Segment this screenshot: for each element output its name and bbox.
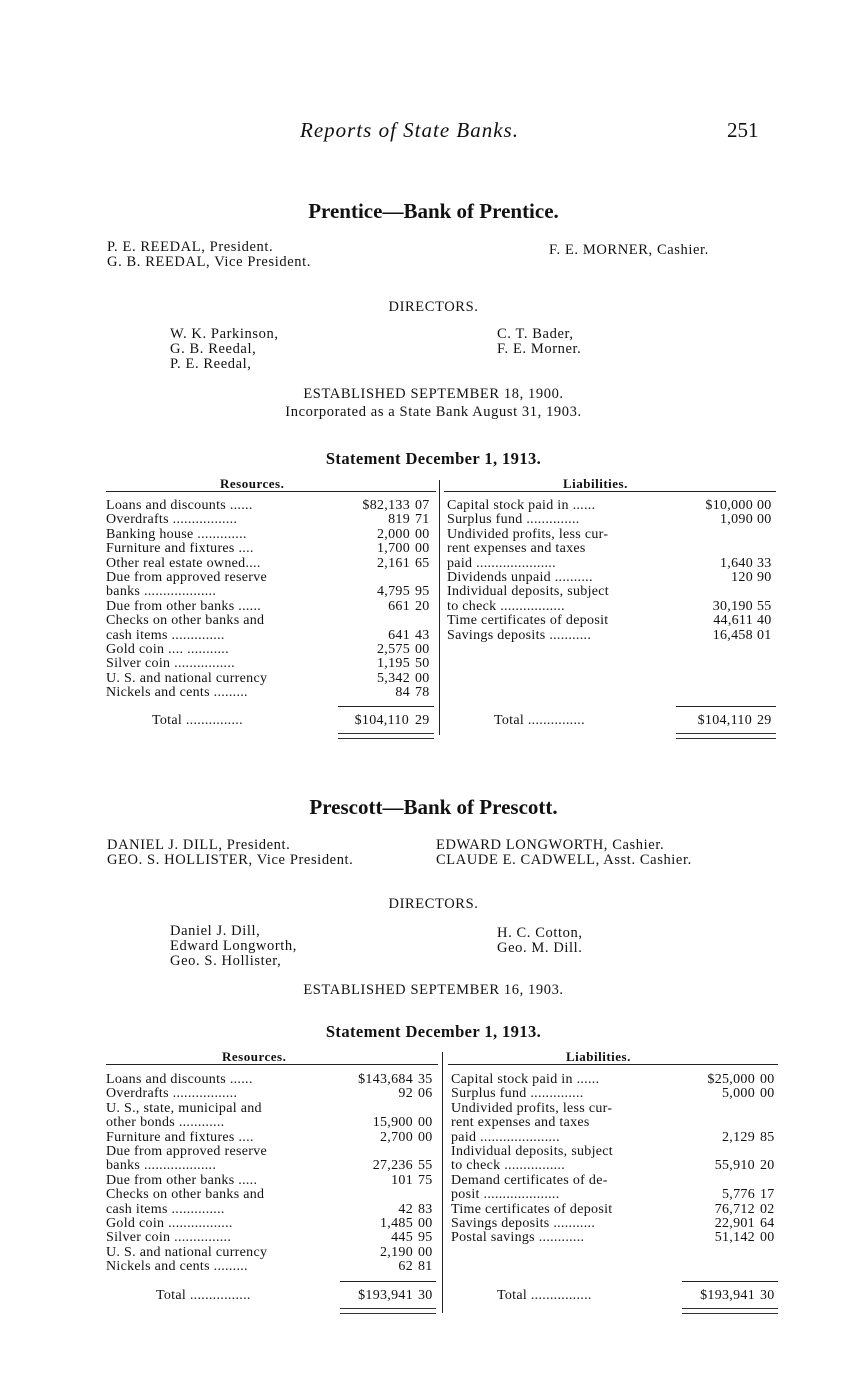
row-dollars: 2,000 [377, 526, 410, 542]
row-label: Time certificates of deposit [447, 613, 609, 629]
row-dollars: $143,684 [358, 1072, 413, 1087]
liability-row [447, 571, 777, 585]
row-label: Loans and discounts ...... [106, 498, 253, 513]
row-dollars: 101 [391, 1172, 413, 1188]
total-double-rule [682, 1308, 778, 1314]
row-label: Due from approved reserve [106, 1143, 268, 1159]
row-dollars: 4,795 [377, 584, 410, 600]
row-cents: 33 [757, 555, 772, 571]
liability-row [447, 600, 777, 614]
resource-row [106, 571, 436, 585]
row-cents: 40 [757, 613, 772, 629]
row-cents: 35 [418, 1072, 433, 1087]
row-label: Time certificates of deposit [451, 1201, 613, 1217]
row-label: U. S. and national currency [106, 1244, 268, 1260]
row-label: banks ................... [106, 1158, 217, 1174]
row-cents: 90 [757, 569, 772, 585]
resource-row [106, 1203, 438, 1217]
directors-heading: DIRECTORS. [388, 896, 479, 912]
row-dollars: 120 [731, 569, 753, 585]
row-dollars: $25,000 [707, 1072, 755, 1087]
row-cents: 00 [415, 526, 430, 542]
total-rule [682, 1281, 778, 1282]
row-dollars: 2,575 [377, 641, 410, 657]
row-cents: 07 [415, 498, 430, 513]
row-cents: 00 [415, 641, 430, 657]
row-dollars: 5,342 [377, 670, 410, 686]
row-cents: 00 [760, 1230, 775, 1246]
total-liabilities-cents: 30 [760, 1288, 775, 1303]
director: G. B. Reedal, [170, 341, 257, 357]
liability-row [447, 513, 777, 527]
officer-asst-cashier: CLAUDE E. CADWELL, Asst. Cashier. [436, 852, 692, 868]
liability-row [447, 557, 777, 571]
total-rule [676, 706, 776, 707]
row-cents: 43 [415, 627, 430, 643]
liabilities-heading: Liabilities. [563, 476, 628, 491]
row-label: Capital stock paid in ...... [447, 498, 596, 513]
row-label: Silver coin ................ [106, 656, 235, 672]
heading-rule [448, 1064, 778, 1065]
liability-row [451, 1203, 781, 1217]
row-label: Silver coin ............... [106, 1230, 232, 1246]
resource-row [106, 600, 436, 614]
row-label: paid ..................... [447, 555, 556, 571]
row-label: Gold coin ................. [106, 1215, 233, 1231]
row-cents: 00 [418, 1129, 433, 1145]
row-dollars: 445 [391, 1230, 413, 1246]
row-label: Undivided profits, less cur- [451, 1100, 613, 1116]
resource-row [106, 1145, 438, 1159]
row-dollars: 16,458 [712, 627, 753, 643]
resource-row [106, 1116, 438, 1130]
row-label: Banking house ............. [106, 526, 247, 542]
resource-row [106, 629, 436, 643]
row-label: rent expenses and taxes [451, 1115, 590, 1131]
resource-row [106, 1174, 438, 1188]
liability-row [447, 499, 777, 513]
resource-row [106, 513, 436, 527]
row-label: Individual deposits, subject [447, 584, 609, 600]
page-number: 251 [727, 118, 759, 142]
liability-row [451, 1231, 781, 1245]
row-label: banks ................... [106, 584, 217, 600]
director: Daniel J. Dill, [170, 923, 261, 939]
row-label: U. S. and national currency [106, 670, 268, 686]
row-label: paid ..................... [451, 1129, 560, 1145]
liability-row [451, 1102, 781, 1116]
row-dollars: 30,190 [712, 598, 753, 614]
row-cents: 75 [418, 1172, 433, 1188]
resource-row [106, 614, 436, 628]
total-rule [338, 706, 434, 707]
row-cents: 00 [760, 1072, 775, 1087]
director: Geo. S. Hollister, [170, 953, 282, 969]
officer-vice-president: GEO. S. HOLLISTER, Vice President. [107, 852, 354, 868]
row-label: Undivided profits, less cur- [447, 526, 609, 542]
officer-cashier: EDWARD LONGWORTH, Cashier. [436, 837, 665, 853]
resource-row [106, 585, 436, 599]
row-dollars: 2,190 [380, 1244, 413, 1260]
row-cents: 50 [415, 656, 430, 672]
row-dollars: 42 [398, 1201, 413, 1217]
resource-row [106, 1231, 438, 1245]
directors-heading: DIRECTORS. [388, 299, 479, 315]
liability-row [451, 1131, 781, 1145]
row-dollars: 1,640 [720, 555, 753, 571]
row-cents: 95 [415, 584, 430, 600]
row-dollars: 51,142 [714, 1230, 755, 1246]
row-dollars: 2,700 [380, 1129, 413, 1145]
officer-president: P. E. REEDAL, President. [107, 239, 274, 255]
row-dollars: 2,161 [377, 555, 410, 571]
row-label: Due from other banks ...... [106, 598, 262, 614]
resource-row [106, 1102, 438, 1116]
row-cents: 00 [415, 670, 430, 686]
row-label: Surplus fund .............. [451, 1086, 584, 1102]
row-cents: 64 [760, 1215, 775, 1231]
row-dollars: 84 [395, 685, 410, 701]
incorporated-date: Incorporated as a State Bank August 31, 1903. [285, 404, 582, 420]
row-cents: 01 [757, 627, 772, 643]
established-date: ESTABLISHED SEPTEMBER 16, 1903. [303, 982, 564, 998]
liability-row [447, 629, 777, 643]
statement-title: Statement December 1, 1913. [325, 1022, 542, 1041]
row-label: to check ................. [447, 598, 565, 614]
row-cents: 81 [418, 1259, 433, 1275]
row-label: Overdrafts ................. [106, 512, 238, 528]
column-divider [439, 480, 440, 735]
row-label: cash items .............. [106, 627, 225, 643]
row-dollars: 55,910 [714, 1158, 755, 1174]
total-liabilities-dollars: $104,110 [697, 713, 752, 728]
bank-title: Prescott—Bank of Prescott. [309, 795, 558, 819]
row-label: Nickels and cents ......... [106, 685, 248, 701]
row-label: U. S., state, municipal and [106, 1100, 262, 1116]
total-double-rule [338, 733, 434, 739]
row-label: Individual deposits, subject [451, 1143, 613, 1159]
row-dollars: 92 [398, 1086, 413, 1102]
liability-row [451, 1145, 781, 1159]
row-cents: 83 [418, 1201, 433, 1217]
row-cents: 55 [418, 1158, 433, 1174]
liability-row [451, 1217, 781, 1231]
row-dollars: 1,485 [380, 1215, 413, 1231]
liability-row [451, 1188, 781, 1202]
row-dollars: $10,000 [705, 498, 753, 513]
resource-row [106, 1260, 438, 1274]
resource-row [106, 686, 436, 700]
resource-row [106, 499, 436, 513]
officer-president: DANIEL J. DILL, President. [107, 837, 291, 853]
row-dollars: 2,129 [722, 1129, 755, 1145]
total-double-rule [676, 733, 776, 739]
row-dollars: 641 [388, 627, 410, 643]
resource-row [106, 542, 436, 556]
liabilities-heading: Liabilities. [566, 1049, 631, 1064]
resources-table [106, 1073, 438, 1274]
resources-table [106, 499, 436, 700]
row-dollars: 62 [398, 1259, 413, 1275]
row-label: Postal savings ............ [451, 1230, 585, 1246]
row-label: to check ................ [451, 1158, 566, 1174]
liability-row [447, 528, 777, 542]
total-liabilities-dollars: $193,941 [700, 1288, 755, 1303]
resources-heading: Resources. [220, 476, 285, 491]
liability-row [451, 1159, 781, 1173]
row-cents: 55 [757, 598, 772, 614]
bank-title: Prentice—Bank of Prentice. [308, 199, 559, 223]
director: W. K. Parkinson, [170, 326, 279, 342]
resource-row [106, 1073, 438, 1087]
total-resources-dollars: $104,110 [354, 713, 409, 728]
row-dollars: 15,900 [372, 1115, 413, 1131]
resource-row [106, 1159, 438, 1173]
row-label: Nickels and cents ......... [106, 1259, 248, 1275]
row-cents: 00 [415, 541, 430, 557]
total-resources-cents: 29 [415, 713, 430, 728]
row-dollars: 1,195 [377, 656, 410, 672]
director: H. C. Cotton, [497, 925, 583, 941]
row-label: Other real estate owned.... [106, 555, 261, 571]
row-cents: 65 [415, 555, 430, 571]
row-dollars: 44,611 [713, 613, 753, 629]
row-label: posit .................... [451, 1187, 560, 1203]
resource-row [106, 643, 436, 657]
row-cents: 00 [418, 1244, 433, 1260]
liability-row [447, 614, 777, 628]
row-label: Checks on other banks and [106, 1187, 265, 1203]
resource-row [106, 1087, 438, 1101]
liabilities-table [447, 499, 777, 643]
row-cents: 20 [760, 1158, 775, 1174]
row-cents: 71 [415, 512, 430, 528]
row-label: Furniture and fixtures .... [106, 541, 254, 557]
row-label: other bonds ............ [106, 1115, 225, 1131]
director: F. E. Morner. [497, 341, 582, 357]
resources-heading: Resources. [222, 1049, 287, 1064]
row-label: Demand certificates of de- [451, 1172, 608, 1188]
officer-vice-president: G. B. REEDAL, Vice President. [107, 254, 311, 270]
liability-row [451, 1174, 781, 1188]
total-liabilities-label: Total ............... [494, 713, 585, 728]
resource-row [106, 1131, 438, 1145]
row-cents: 95 [418, 1230, 433, 1246]
row-label: Surplus fund .............. [447, 512, 580, 528]
row-label: Due from other banks ..... [106, 1172, 258, 1188]
row-label: Savings deposits ........... [451, 1215, 596, 1231]
row-dollars: $82,133 [362, 498, 410, 513]
row-dollars: 1,700 [377, 541, 410, 557]
resource-row [106, 528, 436, 542]
row-dollars: 5,000 [722, 1086, 755, 1102]
row-cents: 85 [760, 1129, 775, 1145]
row-cents: 20 [415, 598, 430, 614]
row-dollars: 5,776 [722, 1187, 755, 1203]
row-dollars: 76,712 [714, 1201, 755, 1217]
row-cents: 06 [418, 1086, 433, 1102]
row-cents: 00 [418, 1115, 433, 1131]
total-resources-label: Total ................ [156, 1288, 251, 1303]
row-label: Gold coin .... ........... [106, 641, 229, 657]
row-label: Savings deposits ........... [447, 627, 592, 643]
row-label: cash items .............. [106, 1201, 225, 1217]
running-title: Reports of State Banks. [300, 118, 519, 142]
row-label: rent expenses and taxes [447, 541, 586, 557]
total-resources-dollars: $193,941 [358, 1288, 413, 1303]
row-cents: 78 [415, 685, 430, 701]
total-liabilities-label: Total ................ [497, 1288, 592, 1303]
row-dollars: 22,901 [714, 1215, 755, 1231]
heading-rule [444, 491, 776, 492]
total-resources-cents: 30 [418, 1288, 433, 1303]
row-label: Loans and discounts ...... [106, 1072, 253, 1087]
total-double-rule [340, 1308, 436, 1314]
statement-title: Statement December 1, 1913. [325, 449, 542, 468]
liability-row [447, 542, 777, 556]
resource-row [106, 1188, 438, 1202]
row-dollars: 661 [388, 598, 410, 614]
total-rule [340, 1281, 436, 1282]
row-cents: 02 [760, 1201, 775, 1217]
liabilities-table [451, 1073, 781, 1246]
resource-row [106, 657, 436, 671]
row-cents: 00 [757, 498, 772, 513]
liability-row [447, 585, 777, 599]
row-cents: 17 [760, 1187, 775, 1203]
officer-cashier: F. E. MORNER, Cashier. [549, 242, 709, 258]
row-cents: 00 [757, 512, 772, 528]
resource-row [106, 672, 436, 686]
row-label: Checks on other banks and [106, 613, 265, 629]
row-label: Capital stock paid in ...... [451, 1072, 600, 1087]
heading-rule [106, 1064, 438, 1065]
director: C. T. Bader, [497, 326, 574, 342]
liability-row [451, 1073, 781, 1087]
resource-row [106, 1246, 438, 1260]
total-liabilities-cents: 29 [757, 713, 772, 728]
liability-row [451, 1116, 781, 1130]
row-dollars: 819 [388, 512, 410, 528]
director: P. E. Reedal, [170, 356, 252, 372]
column-divider [442, 1052, 443, 1313]
row-dollars: 27,236 [372, 1158, 413, 1174]
row-label: Dividends unpaid .......... [447, 569, 593, 585]
row-cents: 00 [760, 1086, 775, 1102]
director: Geo. M. Dill. [497, 940, 583, 956]
total-resources-label: Total ............... [152, 713, 243, 728]
row-label: Furniture and fixtures .... [106, 1129, 254, 1145]
resource-row [106, 1217, 438, 1231]
heading-rule [106, 491, 436, 492]
director: Edward Longworth, [170, 938, 297, 954]
row-label: Overdrafts ................. [106, 1086, 238, 1102]
row-cents: 00 [418, 1215, 433, 1231]
resource-row [106, 557, 436, 571]
row-dollars: 1,090 [720, 512, 753, 528]
liability-row [451, 1087, 781, 1101]
row-label: Due from approved reserve [106, 569, 268, 585]
established-date: ESTABLISHED SEPTEMBER 18, 1900. [303, 386, 564, 402]
